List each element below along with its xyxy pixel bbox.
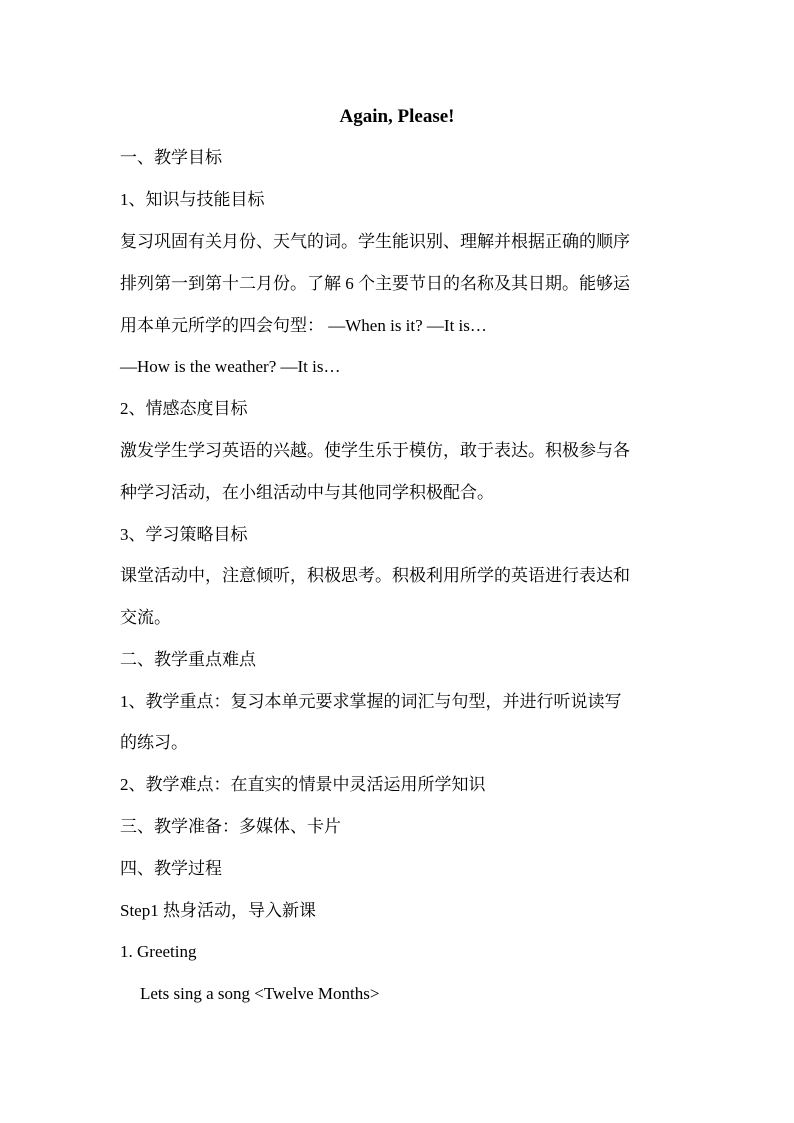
- paragraph-line: 种学习活动，在小组活动中与其他同学积极配合。: [120, 483, 494, 502]
- section-heading-key-points: 二、教学重点难点: [120, 650, 256, 669]
- subheading-learning-strategy: 3、学习策略目标: [120, 525, 248, 544]
- paragraph-line: 激发学生学习英语的兴越。使学生乐于模仿，敢于表达。积极参与各: [120, 441, 630, 460]
- paragraph-line: 用本单元所学的四会句型： —When is it? —It is…: [120, 316, 487, 335]
- paragraph-line: Lets sing a song <Twelve Months>: [140, 984, 380, 1003]
- subheading-emotion-attitude: 2、情感态度目标: [120, 399, 248, 418]
- paragraph-line: 的练习。: [120, 733, 188, 752]
- document-title: Again, Please!: [339, 106, 455, 127]
- section-heading-preparation: 三、教学准备：多媒体、卡片: [120, 817, 341, 836]
- section-heading-process: 四、教学过程: [120, 859, 222, 878]
- paragraph-line: 1、教学重点：复习本单元要求掌握的词汇与句型，并进行听说读写: [120, 692, 622, 711]
- paragraph-line: —How is the weather? —It is…: [120, 357, 341, 376]
- step-heading: Step1 热身活动，导入新课: [120, 901, 316, 920]
- paragraph-line: 课堂活动中，注意倾听，积极思考。积极利用所学的英语进行表达和: [120, 566, 630, 585]
- paragraph-line: 2、教学难点：在直实的情景中灵活运用所学知识: [120, 775, 486, 794]
- section-heading-objectives: 一、教学目标: [120, 148, 222, 167]
- paragraph-line: 交流。: [120, 608, 171, 627]
- paragraph-line: 复习巩固有关月份、天气的词。学生能识别、理解并根据正确的顺序: [120, 232, 630, 251]
- subheading-knowledge-skills: 1、知识与技能目标: [120, 190, 265, 209]
- paragraph-line: 排列第一到第十二月份。了解 6 个主要节日的名称及其日期。能够运: [120, 274, 630, 293]
- list-item-greeting: 1. Greeting: [120, 942, 197, 961]
